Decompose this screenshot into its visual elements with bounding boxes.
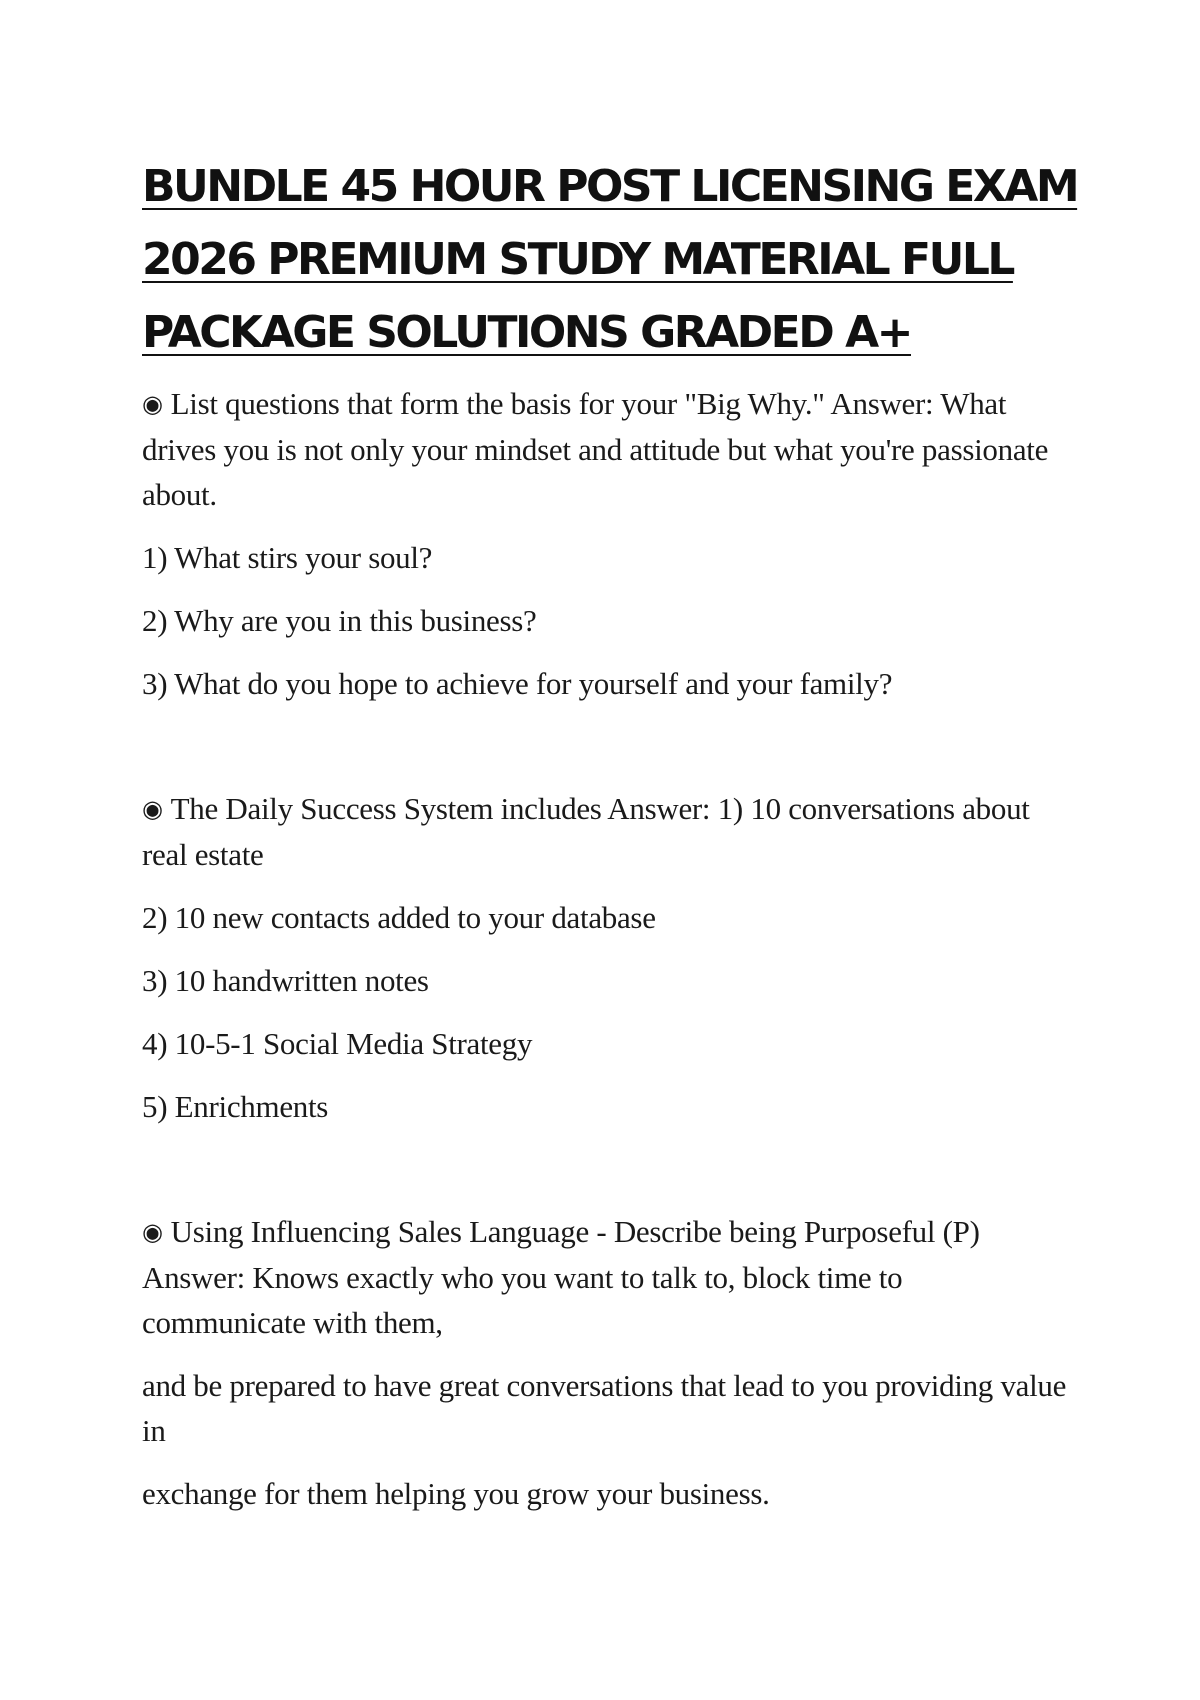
question-text: The Daily Success System includes Answer: 1) 10 conversations about real estate — [142, 791, 1030, 872]
title-line: 2026 PREMIUM STUDY MATERIAL FULL — [142, 234, 1013, 285]
bullet-icon: ◉ — [142, 1218, 163, 1246]
section-spacer — [142, 724, 1072, 786]
bullet-icon: ◉ — [142, 795, 163, 823]
answer-item: 1) What stirs your soul? — [142, 540, 433, 575]
answer-item: and be prepared to have great conversations that lead to you providing value in — [142, 1368, 1067, 1448]
answer-item: exchange for them helping you grow your business. — [142, 1476, 770, 1511]
question-paragraph — [142, 381, 1072, 517]
document-title — [142, 150, 1078, 369]
title-line: PACKAGE SOLUTIONS GRADED A+ — [142, 307, 911, 358]
answer-item: 5) Enrichments — [142, 1089, 329, 1124]
qa-section — [142, 1209, 1072, 1516]
question-text: List questions that form the basis for your "Big Why." Answer: What drives you is not only your mindset and attitude but what you're passionate about. — [142, 386, 1049, 512]
answer-item: 2) Why are you in this business? — [142, 603, 537, 638]
answer-item: 3) What do you hope to achieve for yourself and your family? — [142, 666, 893, 701]
document-page — [142, 150, 1078, 1534]
qa-section — [142, 786, 1072, 1129]
title-line: BUNDLE 45 HOUR POST LICENSING EXAM — [142, 161, 1078, 212]
answer-item: 3) 10 handwritten notes — [142, 963, 429, 998]
question-paragraph — [142, 1209, 1072, 1345]
question-paragraph — [142, 786, 1072, 877]
question-text: Using Influencing Sales Language - Describe being Purposeful (P) Answer: Knows exactly who you want to talk to, block time to communicate with them, — [142, 1214, 980, 1340]
section-spacer — [142, 1147, 1072, 1209]
bullet-icon: ◉ — [142, 390, 163, 418]
answer-item: 2) 10 new contacts added to your database — [142, 900, 656, 935]
answer-item: 4) 10-5-1 Social Media Strategy — [142, 1026, 533, 1061]
qa-section — [142, 381, 1072, 706]
